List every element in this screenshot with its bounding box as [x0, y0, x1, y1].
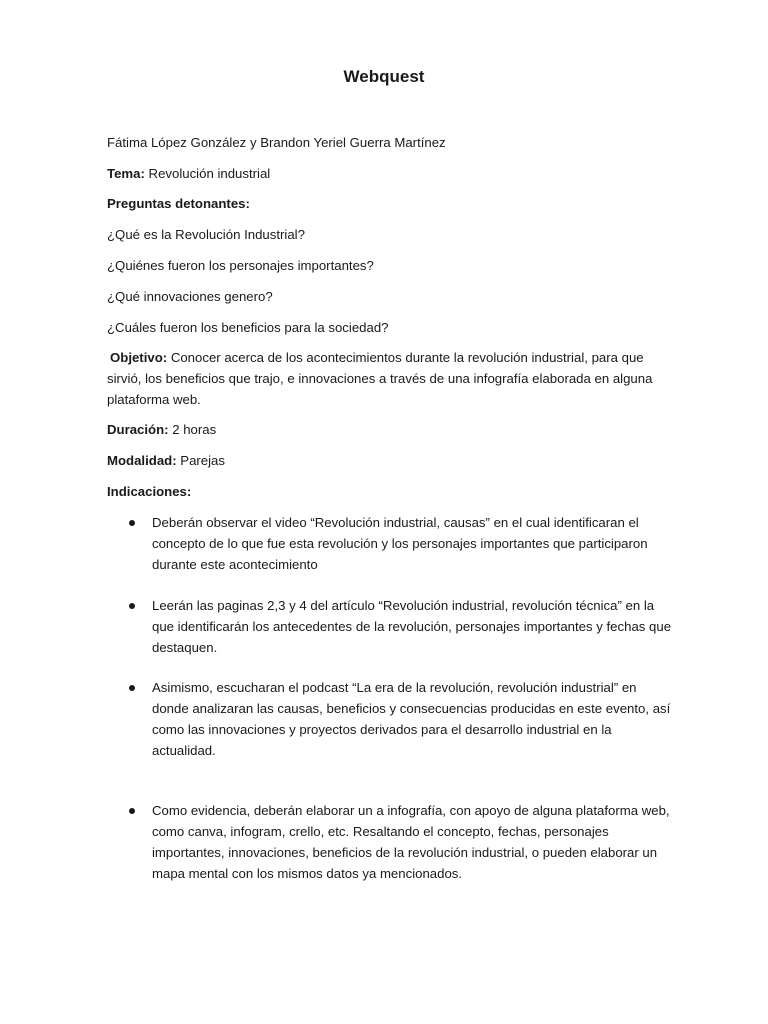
indicacion-text: Como evidencia, deberán elaborar un a infografía, con apoyo de alguna plataforma web, como canva, infogram, crello, etc. Resaltando el concepto, fechas, personajes importantes, innovaciones, beneficios de la revolución industrial, o pueden elaborar un mapa mental con los mismos datos ya mencionados. [152, 803, 670, 881]
indicacion-text: Deberán observar el video “Revolución industrial, causas” en el cual identificaran el concepto de lo que fue esta revolución y los personajes importantes que participaron durante este acontecimiento [152, 515, 648, 572]
document-title: Webquest [343, 67, 425, 86]
pregunta-item: ¿Qué es la Revolución Industrial? [107, 227, 305, 242]
tema-label: Tema: [107, 166, 145, 181]
authors-line: Fátima López González y Brandon Yeriel Guerra Martínez [107, 135, 446, 150]
preguntas-heading: Preguntas detonantes: [107, 196, 250, 211]
tema-line [107, 163, 667, 184]
objetivo-paragraph [107, 347, 667, 410]
bullet-icon [129, 685, 135, 691]
indicaciones-heading: Indicaciones: [107, 484, 192, 499]
indicacion-text: Asimismo, escucharan el podcast “La era de la revolución, revolución industrial” en donde analizaran las causas, beneficios y consecuencias producidas en este evento, así como las innovaciones y proyectos derivados para el desarrollo industrial en la actualidad. [152, 680, 671, 758]
pregunta-item: ¿Quiénes fueron los personajes importantes? [107, 258, 374, 273]
duracion-label: Duración: [107, 422, 169, 437]
pregunta-item: ¿Cuáles fueron los beneficios para la sociedad? [107, 320, 389, 335]
objetivo-value: Conocer acerca de los acontecimientos durante la revolución industrial, para que sirvió, los beneficios que trajo, e innovaciones a través de una infografía elaborada en alguna plataforma web. [107, 350, 653, 407]
duracion-line [107, 419, 667, 440]
bullet-icon [129, 520, 135, 526]
modalidad-line [107, 450, 667, 471]
bullet-icon [129, 603, 135, 609]
duracion-value: 2 horas [168, 422, 217, 437]
bullet-icon [129, 808, 135, 814]
modalidad-value: Parejas [176, 453, 225, 468]
objetivo-label: Objetivo: [110, 350, 168, 365]
indicacion-text: Leerán las paginas 2,3 y 4 del artículo “Revolución industrial, revolución técnica” en la que identificarán los antecedentes de la revolución, personajes importantes y fechas que destaquen. [152, 598, 672, 655]
tema-value: Revolución industrial [144, 166, 271, 181]
modalidad-label: Modalidad: [107, 453, 177, 468]
pregunta-item: ¿Qué innovaciones genero? [107, 289, 273, 304]
